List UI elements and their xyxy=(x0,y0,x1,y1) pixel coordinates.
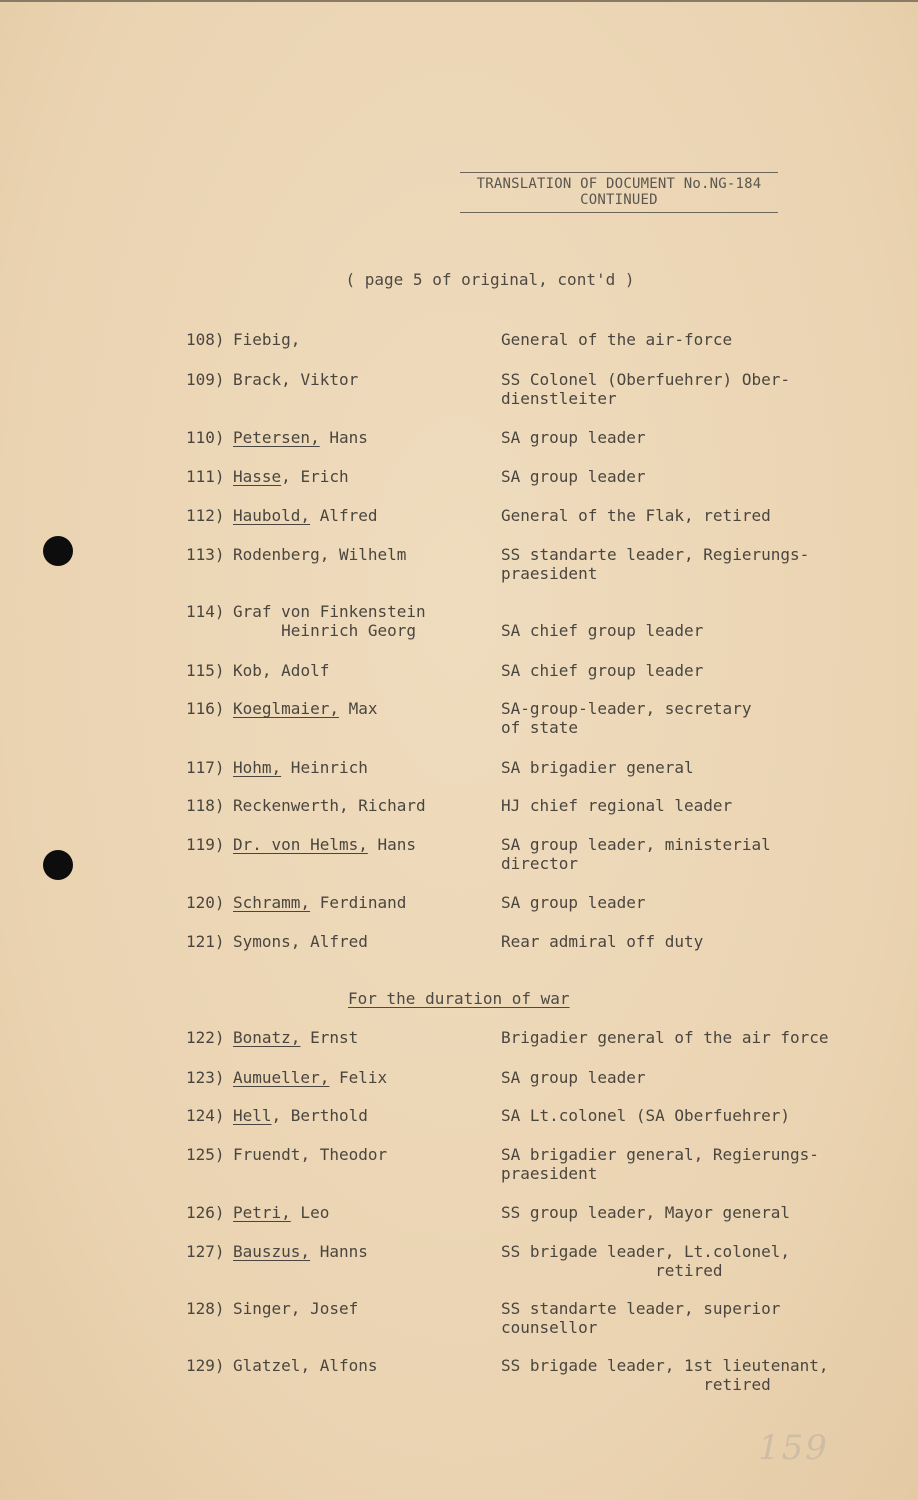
entry-name xyxy=(233,1028,358,1047)
entry-number: 114) xyxy=(186,602,225,621)
page-number-stamp: 159 xyxy=(758,1428,829,1468)
entry-rank: SS brigade leader, Lt.colonel, retired xyxy=(501,1242,790,1280)
entry-surname: Rodenberg xyxy=(233,545,320,564)
entry-surname: Schramm, xyxy=(233,893,311,912)
entry-surname: Bonatz, xyxy=(233,1028,301,1047)
entry-surname: Hell xyxy=(233,1106,272,1125)
entry-given-name: , Viktor xyxy=(281,370,359,389)
entry-name xyxy=(233,330,300,349)
entry-number: 126) xyxy=(186,1203,225,1222)
entry-rank: Rear admiral off duty xyxy=(501,932,704,951)
entry-name xyxy=(233,1203,329,1222)
punch-hole xyxy=(43,850,73,880)
entry-name xyxy=(233,1356,378,1375)
entry-number: 122) xyxy=(186,1028,225,1047)
entry-rank: SA group leader xyxy=(501,1068,646,1087)
entry-rank: SS group leader, Mayor general xyxy=(501,1203,790,1222)
entry-number: 119) xyxy=(186,835,225,854)
entry-given-name: Heinrich xyxy=(281,758,368,777)
entry-given-name: , Adolf xyxy=(261,661,330,680)
entry-given-name: , Wilhelm xyxy=(319,545,407,564)
page-reference: ( page 5 of original, cont'd ) xyxy=(345,270,635,289)
entry-number: 127) xyxy=(186,1242,225,1261)
entry-surname: Reckenwerth xyxy=(233,796,339,815)
entry-surname: Hasse xyxy=(233,467,282,486)
entry-rank: SA group leader xyxy=(501,893,646,912)
entry-rank: Brigadier general of the air force xyxy=(501,1028,829,1047)
entry-surname: Petersen, xyxy=(233,428,320,447)
entry-number: 117) xyxy=(186,758,225,777)
entry-number: 118) xyxy=(186,796,225,815)
header-continued: CONTINUED xyxy=(580,192,658,208)
entry-rank: SA group leader, ministerial director xyxy=(501,835,771,873)
entry-given-name: Hanns xyxy=(310,1242,368,1261)
entry-given-name: Max xyxy=(338,699,378,718)
entry-given-name: , Alfons xyxy=(300,1356,378,1375)
entry-rank: SS brigade leader, 1st lieutenant, retired xyxy=(501,1356,829,1394)
entry-number: 115) xyxy=(186,661,225,680)
entry-name xyxy=(233,699,378,718)
entry-name xyxy=(233,545,406,564)
entry-rank: SS Colonel (Oberfuehrer) Ober- dienstleiter xyxy=(501,370,790,408)
entry-surname: Haubold, xyxy=(233,506,311,525)
entry-name xyxy=(233,1106,368,1125)
entry-number: 108) xyxy=(186,330,225,349)
entry-number: 128) xyxy=(186,1299,225,1318)
entry-name xyxy=(233,661,329,680)
entry-surname: Symons xyxy=(233,932,291,951)
entry-name xyxy=(233,1299,358,1318)
header-rule xyxy=(460,212,778,213)
entry-given-name: , Richard xyxy=(338,796,426,815)
entry-given-name: Alfred xyxy=(310,506,378,525)
entry-number: 125) xyxy=(186,1145,225,1164)
entry-name xyxy=(233,1145,387,1164)
entry-surname: Petri, xyxy=(233,1203,291,1222)
entry-name xyxy=(233,467,349,486)
entry-surname: Aumueller, xyxy=(233,1068,330,1087)
entry-rank: SS standarte leader, Regierungs- praesident xyxy=(501,545,810,583)
punch-hole xyxy=(43,536,73,566)
entry-name xyxy=(233,428,368,447)
entry-number: 110) xyxy=(186,428,225,447)
entry-given-name: Hans xyxy=(367,835,417,854)
entry-given-name: Hans xyxy=(319,428,368,447)
entry-rank: General of the Flak, retired xyxy=(501,506,771,525)
entry-name xyxy=(233,1068,387,1087)
entry-number: 124) xyxy=(186,1106,225,1125)
entry-given-name: Leo xyxy=(290,1203,330,1222)
entry-name xyxy=(233,758,368,777)
header-title: TRANSLATION OF DOCUMENT No.NG-184 xyxy=(476,176,762,192)
entry-number: 129) xyxy=(186,1356,225,1375)
entry-rank: SA Lt.colonel (SA Oberfuehrer) xyxy=(501,1106,790,1125)
entry-name xyxy=(233,506,378,525)
entry-name xyxy=(233,893,406,912)
entry-number: 123) xyxy=(186,1068,225,1087)
entry-given-name: , Berthold xyxy=(271,1106,368,1125)
entry-surname: Dr. von Helms, xyxy=(233,835,368,854)
entry-surname: Fiebig xyxy=(233,330,291,349)
entry-rank: SS standarte leader, superior counsellor xyxy=(501,1299,781,1337)
entry-given-name: Felix xyxy=(329,1068,388,1087)
entry-rank: SA brigadier general xyxy=(501,758,694,777)
entry-given-name: , xyxy=(290,330,301,349)
entry-rank: SA group leader xyxy=(501,467,646,486)
entry-given-name: Ferdinand xyxy=(310,893,407,912)
page-top-edge xyxy=(0,0,918,2)
entry-rank: SA brigadier general, Regierungs- praesident xyxy=(501,1145,819,1183)
entry-surname: Koeglmaier, xyxy=(233,699,339,718)
entry-rank: SA chief group leader xyxy=(501,661,704,680)
entry-number: 113) xyxy=(186,545,225,564)
entry-given-name: , Alfred xyxy=(290,932,368,951)
entry-number: 121) xyxy=(186,932,225,951)
section-heading: For the duration of war xyxy=(348,989,570,1008)
entry-rank: General of the air-force xyxy=(501,330,733,349)
entry-name xyxy=(233,602,426,640)
entry-surname: Bauszus, xyxy=(233,1242,311,1261)
entry-surname: Singer xyxy=(233,1299,291,1318)
entry-surname: Graf von Finkenstein xyxy=(233,602,426,621)
entry-surname: Glatzel xyxy=(233,1356,301,1375)
entry-given-name: Ernst xyxy=(300,1028,359,1047)
entry-surname: Hohm, xyxy=(233,758,282,777)
entry-name xyxy=(233,835,416,854)
entry-given-name: , Josef xyxy=(290,1299,359,1318)
entry-rank: SA chief group leader xyxy=(501,621,704,640)
entry-number: 109) xyxy=(186,370,225,389)
entry-number: 116) xyxy=(186,699,225,718)
entry-name xyxy=(233,932,368,951)
entry-rank: SA group leader xyxy=(501,428,646,447)
entry-name xyxy=(233,370,358,389)
entry-rank: HJ chief regional leader xyxy=(501,796,733,815)
entry-name xyxy=(233,796,426,815)
entry-rank: SA-group-leader, secretary of state xyxy=(501,699,752,737)
entry-surname: Brack xyxy=(233,370,282,389)
entry-number: 111) xyxy=(186,467,225,486)
entry-surname: Kob xyxy=(233,661,262,680)
document-header xyxy=(460,172,778,213)
entry-number: 112) xyxy=(186,506,225,525)
entry-name xyxy=(233,1242,368,1261)
entry-surname: Fruendt xyxy=(233,1145,301,1164)
entry-given-name: , Erich xyxy=(281,467,349,486)
entry-given-name: , Theodor xyxy=(300,1145,388,1164)
entry-given-name: Heinrich Georg xyxy=(281,621,417,640)
entry-number: 120) xyxy=(186,893,225,912)
